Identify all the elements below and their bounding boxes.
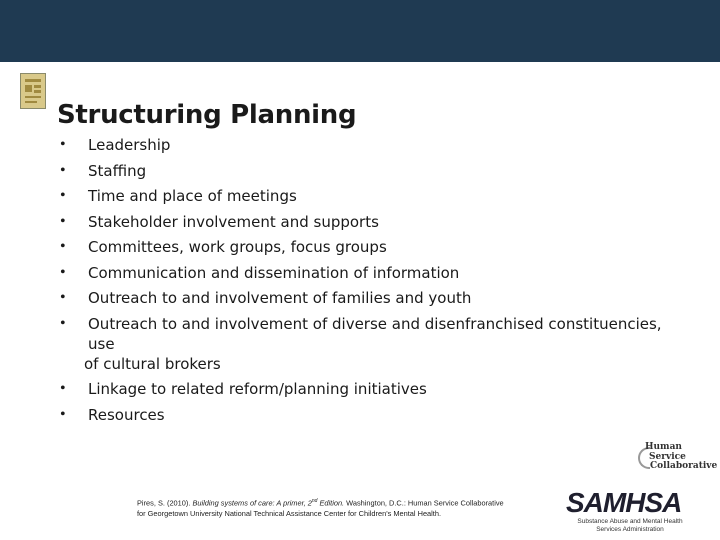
list-item — [60, 379, 690, 399]
list-item — [60, 135, 690, 155]
list-item — [60, 237, 690, 257]
list-item — [60, 186, 690, 206]
list-item-text: Resources — [88, 405, 165, 424]
samhsa-sub-line2: Services Administration — [596, 526, 664, 533]
bullet-dot: • — [60, 136, 66, 153]
citation-line2: for Georgetown University National Technical Assistance Center for Children's Mental Health. — [137, 509, 442, 519]
bullet-dot: • — [60, 263, 66, 281]
list-item-text: Committees, work groups, focus groups — [88, 238, 387, 256]
list-item — [60, 212, 690, 232]
hsc-logo-line1: Human — [645, 442, 682, 452]
citation-title: Building systems of care: A primer, 2 — [192, 498, 312, 508]
list-item-text: Communication and dissemination of information — [88, 263, 460, 282]
bullet-dot: • — [60, 161, 66, 179]
samhsa-logo: SAMHSA — [566, 487, 682, 518]
bullet-dot: • — [60, 405, 66, 423]
document-thumbnail-icon — [20, 73, 46, 109]
samhsa-subtitle — [570, 518, 690, 534]
header-bar — [0, 0, 720, 62]
bullet-dot: • — [60, 187, 66, 204]
list-item-text: Staffing — [88, 161, 147, 180]
bullet-dot: • — [60, 314, 66, 332]
citation — [137, 496, 557, 519]
citation-sup: nd — [311, 498, 318, 504]
list-item-text: Leadership — [88, 136, 171, 154]
bullet-dot: • — [60, 289, 66, 306]
bullet-list — [60, 135, 690, 430]
list-item-text: Outreach to and involvement of families and youth — [88, 289, 472, 307]
list-item-text: Linkage to related reform/planning initiatives — [88, 380, 427, 398]
citation-edition: Edition. — [317, 498, 345, 508]
list-item-text: Outreach to and involvement of diverse and disenfranchised constituencies, use — [88, 314, 662, 353]
hsc-logo — [638, 442, 718, 473]
slide-title: Structuring Planning — [57, 100, 357, 130]
list-item-text: Time and place of meetings — [88, 187, 297, 205]
hsc-logo-line2: Service — [649, 451, 686, 462]
bullet-dot: • — [60, 238, 66, 255]
citation-prefix: Pires, S. (2010). — [137, 498, 193, 508]
list-item — [60, 263, 690, 283]
samhsa-sub-line1: Substance Abuse and Mental Health — [577, 518, 683, 525]
list-item — [60, 161, 690, 181]
list-item-continuation: of cultural brokers — [84, 354, 221, 373]
list-item-text: Stakeholder involvement and supports — [88, 212, 379, 231]
citation-publisher: Washington, D.C.: Human Service Collaborative — [344, 498, 504, 508]
bullet-dot: • — [60, 380, 66, 397]
hsc-logo-line3: Collaborative — [650, 461, 718, 471]
list-item — [60, 288, 690, 308]
bullet-dot: • — [60, 212, 66, 230]
list-item — [60, 314, 690, 374]
list-item — [60, 405, 690, 425]
